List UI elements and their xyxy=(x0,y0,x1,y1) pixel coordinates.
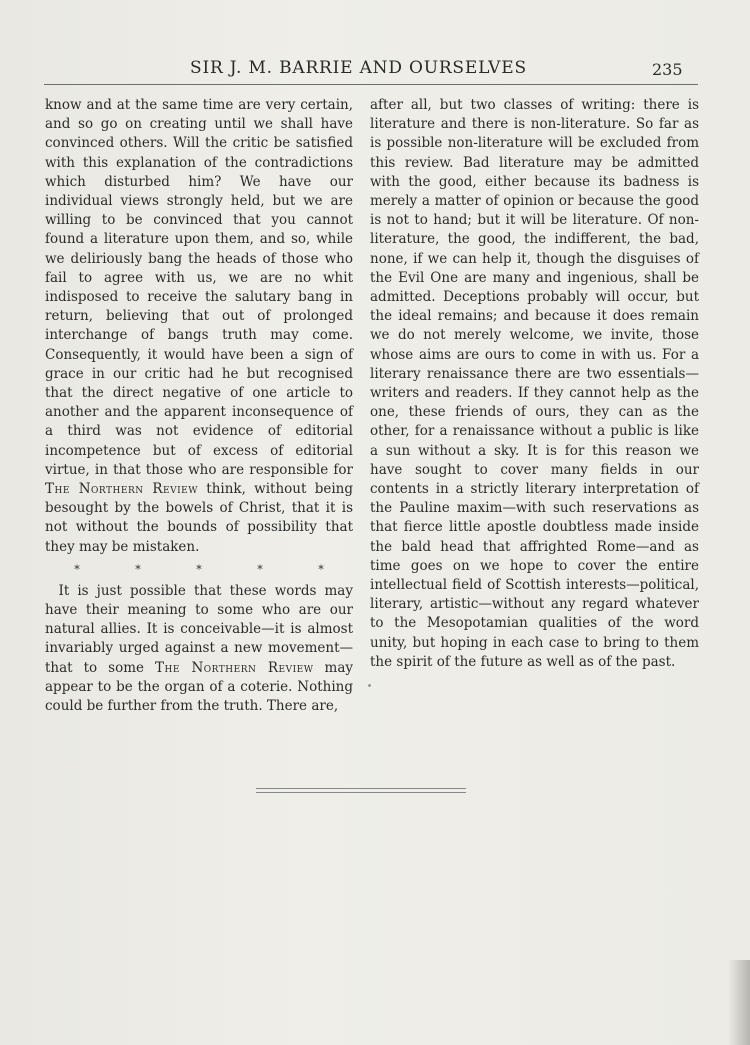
left-paragraph-1-end: think, without being besought by the bowels of Christ, that it is not without the bounds of possibility that they may be mistaken. xyxy=(45,481,353,555)
section-break-stars: * * * * * xyxy=(74,562,350,576)
journal-name: The Northern Review xyxy=(155,659,314,676)
left-paragraph-2-end: may appear to be the organ of a coterie. Nothing could be further from the truth. There are, xyxy=(45,659,353,715)
journal-name: The Northern Review xyxy=(45,481,198,498)
page-edge-shadow xyxy=(728,960,750,1045)
left-column xyxy=(45,96,353,716)
right-column xyxy=(370,96,699,672)
running-head xyxy=(0,54,750,84)
left-paragraph-1 xyxy=(45,96,353,557)
running-head-title: SIR J. M. BARRIE AND OURSELVES xyxy=(190,58,527,78)
left-paragraph-1-text: know and at the same time are very certain, and so go on creating until we shall have convinced others. Will the critic be satisfied with this explanation of the contradictions which disturbed him? We have our individual views strongly held, but we are willing to be convinced that you cannot found a literature upon them, and so, while we deliriously bang the heads of those who fail to agree with us, we are no whit indisposed to receive the salutary bang in return, believing that out of prolonged interchange of bangs truth may come. Consequently, it would have been a sign of grace in our critic had he but recognised that the direct negative of one article to another and the apparent inconsequence of a third was not evidence of editorial incompetence but of excess of editorial virtue, in that those who are responsible for xyxy=(45,97,353,478)
left-paragraph-2 xyxy=(45,582,353,716)
end-rule xyxy=(256,788,466,793)
paper-speck xyxy=(368,684,371,687)
header-rule xyxy=(44,84,698,85)
right-paragraph: after all, but two classes of writing: there is literature and there is non-literature. So far as is possible non-literature will be excluded from this review. Bad literature may be admitted with the good, either because its badness is merely a matter of opinion or because the good is not to hand; but it will be literature. Of non-literature, the good, the indifferent, the bad, none, if we can help it, though the disguises of the Evil One are many and ingenious, shall be admitted. Deceptions probably will occur, but the ideal remains; and because it does remain we do not merely welcome, we invite, those whose aims are ours to come in with us. For a literary renaissance there are two essentials—writers and readers. If they cannot help as the one, these friends of ours, they can as the other, for a renaissance without a public is like a sun without a sky. It is for this reason we have sought to cover many fields in our contents in a strictly literary interpretation of the Pauline maxim—with such reservations as that fierce little apostle doubtless made inside the bald head that affrighted Rome—and as time goes on we hope to cover the entire intellectual field of Scottish interests—political, literary, artistic—without any regard whatever to the Mesopotamian qualities of the word unity, but hoping in each case to bring to them the spirit of the future as well as of the past. xyxy=(370,97,699,670)
page-number: 235 xyxy=(652,60,683,79)
left-paragraph-2-text: It is just possible that these words may have their meaning to some who are our natural allies. It is conceivable—it is almost invariably urged against a new movement—that to some xyxy=(45,582,353,676)
